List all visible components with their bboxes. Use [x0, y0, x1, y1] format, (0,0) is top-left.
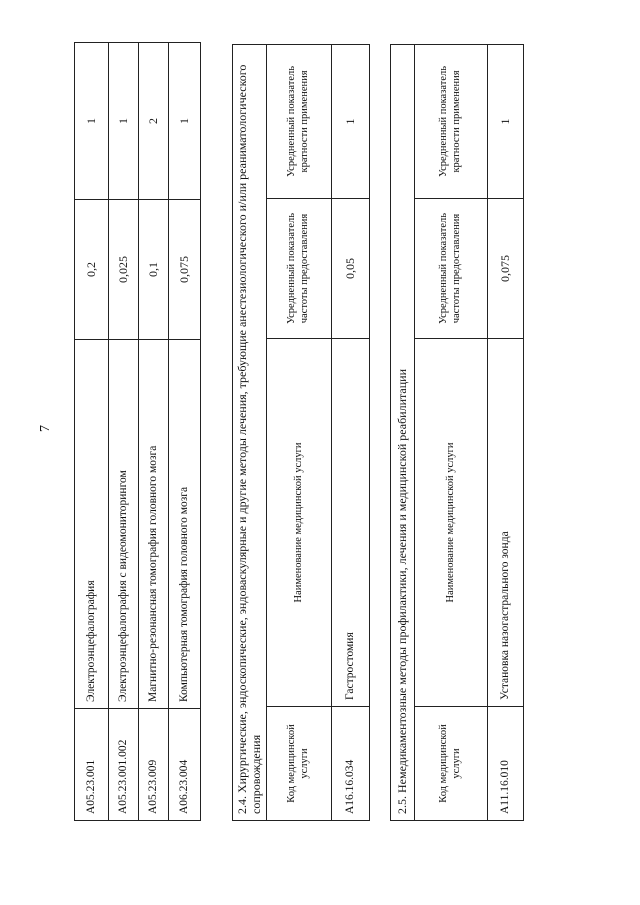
- multiplicity-value: 1: [332, 44, 370, 198]
- header-frequency: Усредненный показатель частоты предоставления: [415, 199, 488, 339]
- service-name: Гастростомия: [332, 339, 370, 707]
- section-2-4-table: [232, 44, 370, 821]
- header-code: Код медицинской услуги: [415, 707, 488, 821]
- table-row: [75, 43, 109, 821]
- multiplicity-value: 1: [169, 43, 201, 200]
- header-name: Наименование медицинской услуги: [267, 339, 332, 707]
- multiplicity-value: 1: [109, 43, 139, 200]
- service-code: А05.23.001.002: [109, 709, 139, 821]
- section-2-5-table: [390, 44, 524, 821]
- frequency-value: 0,1: [139, 200, 169, 340]
- service-name: Установка назогастрального зонда: [488, 339, 524, 707]
- frequency-value: 0,2: [75, 200, 109, 340]
- service-code: А11.16.010: [488, 707, 524, 821]
- table-row: [139, 43, 169, 821]
- service-code: А06.23.004: [169, 709, 201, 821]
- section-title: 2.5. Немедикаментозные методы профилактики, лечения и медицинской реабилитации: [391, 45, 415, 821]
- header-name: Наименование медицинской услуги: [415, 339, 488, 707]
- header-row: [415, 45, 488, 821]
- header-code: Код медицинской услуги: [267, 707, 332, 821]
- header-frequency: Усредненный показатель частоты предоставления: [267, 199, 332, 339]
- service-name: Электроэнцефалография: [75, 340, 109, 709]
- multiplicity-value: 1: [488, 45, 524, 199]
- table-row: [332, 44, 370, 820]
- header-multiplicity: Усредненный показатель кратности применения: [415, 45, 488, 199]
- frequency-value: 0,075: [169, 200, 201, 340]
- service-code: А16.16.034: [332, 707, 370, 821]
- frequency-value: 0,075: [488, 199, 524, 339]
- table-row: [488, 45, 524, 821]
- section-title-row: [233, 44, 267, 820]
- service-code: А05.23.009: [139, 709, 169, 821]
- services-table-continued: [74, 42, 201, 821]
- service-name: Электроэнцефалография с видеомониторингом: [109, 340, 139, 709]
- multiplicity-value: 1: [75, 43, 109, 200]
- header-row: [267, 44, 332, 820]
- service-name: Магнитно-резонансная томография головного мозга: [139, 340, 169, 709]
- frequency-value: 0,025: [109, 200, 139, 340]
- multiplicity-value: 2: [139, 43, 169, 200]
- section-title-row: [391, 45, 415, 821]
- header-multiplicity: Усредненный показатель кратности применения: [267, 44, 332, 198]
- table-row: [169, 43, 201, 821]
- page-number: 7: [38, 425, 53, 432]
- section-title: 2.4. Хирургические, эндоскопические, эндоваскулярные и другие методы лечения, требующие анестезиологического и/или реаниматологического сопровождения: [233, 44, 267, 820]
- service-code: А05.23.001: [75, 709, 109, 821]
- service-name: Компьютерная томография головного мозга: [169, 340, 201, 709]
- table-row: [109, 43, 139, 821]
- frequency-value: 0,05: [332, 199, 370, 339]
